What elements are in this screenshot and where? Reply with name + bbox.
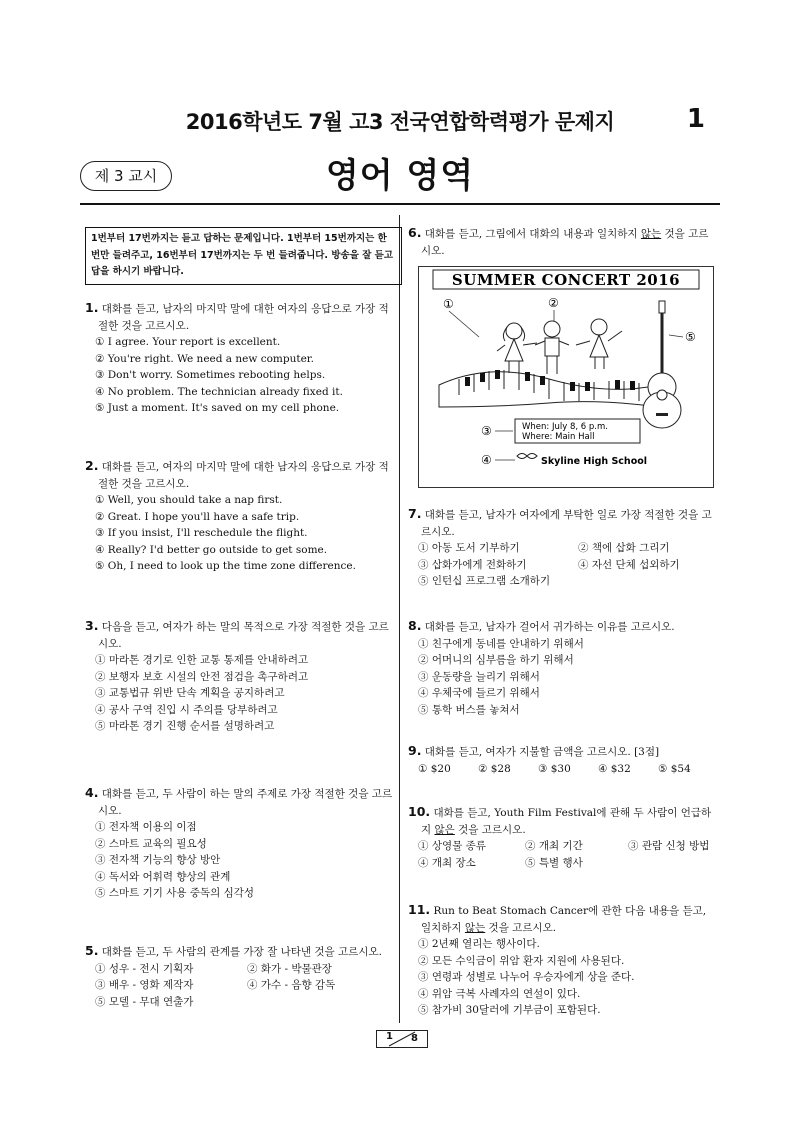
- option-4[interactable]: ④ 독서와 어휘력 향상의 관계: [95, 870, 231, 883]
- option-4[interactable]: ④ 우체국에 들르기 위해서: [418, 687, 540, 699]
- boy-center: [535, 321, 569, 374]
- question-number: 7.: [408, 506, 422, 521]
- question-stem-part-2: 것을 고르시오.: [421, 228, 709, 257]
- page-number: 1: [686, 104, 705, 134]
- option-2[interactable]: ② $28: [478, 762, 511, 775]
- concert-svg: [419, 267, 713, 487]
- question-9: [408, 743, 718, 777]
- option-2[interactable]: ② 보행자 보호 시설의 안전 점검을 촉구하려고: [95, 670, 309, 683]
- question-stem-underline: 않는: [464, 921, 486, 934]
- marker-1: ①: [443, 297, 454, 311]
- option-4[interactable]: ④ 공사 구역 진입 시 주의를 당부하려고: [95, 703, 278, 716]
- question-stem-part-2: 것을 고르시오.: [454, 823, 526, 836]
- school-name: Skyline High School: [541, 456, 648, 467]
- option-3[interactable]: ③ If you insist, I'll reschedule the flight.: [95, 527, 308, 539]
- column-divider: [399, 215, 400, 1023]
- concert-when: When: July 8, 6 p.m.: [522, 422, 608, 432]
- option-5[interactable]: ⑤ 참가비 30달러에 기부금이 포함된다.: [418, 1004, 601, 1016]
- option-3[interactable]: ③ Don't worry. Sometimes rebooting helps.: [95, 369, 326, 381]
- option-2[interactable]: ② 화가 - 박물관장: [247, 962, 332, 975]
- question-stem: 대화를 듣고, 여자가 지불할 금액을 고르시오. [3점]: [424, 746, 660, 758]
- option-5[interactable]: ⑤ 스마트 기기 사용 중독의 심각성: [95, 887, 255, 899]
- question-number: 6.: [408, 225, 422, 240]
- option-2[interactable]: ② 개최 기간: [525, 840, 583, 852]
- option-3[interactable]: ③ $30: [538, 762, 571, 775]
- school-logo-icon: [517, 454, 537, 459]
- girl-right: [576, 319, 622, 369]
- page-current: 1: [386, 1031, 393, 1042]
- question-stem-underline: 않은: [434, 823, 455, 836]
- option-5[interactable]: ⑤ 마라톤 경기 진행 순서를 설명하려고: [95, 720, 275, 732]
- question-number: 3.: [85, 618, 99, 633]
- question-stem: 대화를 듣고, 남자가 여자에게 부탁한 일로 가장 적절한 것을 고르시오.: [421, 509, 712, 538]
- question-number: 4.: [85, 785, 99, 800]
- question-number: 10.: [408, 804, 431, 819]
- question-stem: 대화를 듣고, 두 사람의 관계를 가장 잘 나타낸 것을 고르시오.: [101, 946, 382, 958]
- question-6: [408, 225, 718, 259]
- option-3[interactable]: ③ 연령과 성별로 나누어 우승자에게 상을 준다.: [418, 971, 635, 983]
- question-5: [85, 943, 393, 1010]
- option-2[interactable]: ② 스마트 교육의 필요성: [95, 837, 207, 850]
- option-4[interactable]: ④ No problem. The technician already fixed it.: [95, 385, 343, 398]
- question-10: [408, 804, 718, 871]
- page-slash-icon: [377, 1031, 427, 1047]
- option-2[interactable]: ② 책에 삽화 그리기: [578, 542, 670, 554]
- guitar: [643, 301, 681, 428]
- option-2[interactable]: ② 모든 수익금이 위암 환자 지원에 사용된다.: [418, 954, 625, 967]
- question-2: [85, 458, 393, 575]
- question-stem-part-1: 대화를 듣고, Youth Film Festival에 관해 두 사람이 언급하지: [421, 807, 712, 836]
- option-5[interactable]: ⑤ Just a moment. It's saved on my cell phone.: [95, 402, 340, 414]
- option-1[interactable]: ① 2년째 열리는 행사이다.: [418, 938, 540, 950]
- option-1[interactable]: ① 마라톤 경기로 인한 교통 통제를 안내하려고: [95, 654, 309, 666]
- option-1[interactable]: ① 상영물 종류: [418, 840, 486, 852]
- piano-keys: [439, 370, 659, 407]
- question-number: 1.: [85, 300, 99, 315]
- concert-illustration: [418, 266, 714, 488]
- option-1[interactable]: ① 성우 - 전시 기획자: [95, 962, 194, 975]
- option-4[interactable]: ④ Really? I'd better go outside to get some.: [95, 543, 328, 556]
- option-5[interactable]: ⑤ 통학 버스를 놓쳐서: [418, 703, 520, 716]
- listening-notice: 1번부터 17번까지는 듣고 답하는 문제입니다. 1번부터 15번까지는 한 번만 들려주고, 16번부터 17번까지는 두 번 들려줍니다. 방송을 잘 듣고 답을 하시기 바랍니다.: [85, 227, 402, 285]
- option-1[interactable]: ① 전자책 이용의 이점: [95, 821, 197, 833]
- option-2[interactable]: ② 어머니의 심부름을 하기 위해서: [418, 654, 574, 666]
- question-4: [85, 785, 393, 902]
- option-1[interactable]: ① I agree. Your report is excellent.: [95, 336, 281, 348]
- question-stem: 대화를 듣고, 두 사람이 하는 말의 주제로 가장 적절한 것을 고르시오.: [98, 788, 393, 817]
- page-indicator: [376, 1030, 428, 1048]
- marker-4: ④: [481, 453, 492, 467]
- question-3: [85, 618, 393, 735]
- header-rule: [80, 203, 720, 205]
- option-4[interactable]: ④ 개최 장소: [418, 856, 476, 869]
- question-number: 9.: [408, 743, 422, 758]
- option-1[interactable]: ① $20: [418, 762, 451, 775]
- girl-left: [497, 323, 537, 373]
- option-4[interactable]: ④ 자선 단체 섭외하기: [578, 558, 680, 571]
- marker-3: ③: [481, 424, 492, 438]
- question-stem-part-1: 대화를 듣고, 그림에서 대화의 내용과 일치하지: [424, 228, 641, 240]
- question-stem-part-1: Run to Beat Stomach Cancer에 관한 다음 내용을 듣고, 일치하지: [421, 905, 707, 934]
- question-number: 11.: [408, 902, 431, 917]
- period-badge: 제 3 교시: [80, 161, 172, 191]
- option-2[interactable]: ② You're right. We need a new computer.: [95, 352, 314, 365]
- question-number: 2.: [85, 458, 99, 473]
- page-total: 8: [411, 1033, 418, 1044]
- option-2[interactable]: ② Great. I hope you'll have a safe trip.: [95, 510, 300, 523]
- option-5[interactable]: ⑤ 모델 - 무대 연출가: [95, 995, 194, 1008]
- option-3[interactable]: ③ 운동량을 늘리기 위해서: [418, 670, 540, 683]
- exam-title: 2016학년도 7월 고3 전국연합학력평가 문제지: [185, 110, 615, 134]
- option-5[interactable]: ⑤ 특별 행사: [525, 856, 583, 869]
- question-number: 8.: [408, 618, 422, 633]
- banner-text: SUMMER CONCERT 2016: [451, 271, 681, 289]
- option-1[interactable]: ① 친구에게 동네를 안내하기 위해서: [418, 637, 584, 650]
- subject-title: 영어 영역: [325, 156, 475, 196]
- marker-2: ②: [548, 296, 559, 310]
- question-stem: 대화를 듣고, 여자의 마지막 말에 대한 남자의 응답으로 가장 적절한 것을 고르시오.: [98, 461, 389, 490]
- question-8: [408, 618, 718, 718]
- marker-5: ⑤: [685, 330, 696, 344]
- option-3[interactable]: ③ 삽화가에게 전화하기: [418, 558, 527, 571]
- option-5[interactable]: ⑤ Oh, I need to look up the time zone difference.: [95, 560, 356, 572]
- option-3[interactable]: ③ 교통법규 위반 단속 계획을 공지하려고: [95, 687, 285, 699]
- option-4[interactable]: ④ $32: [598, 762, 631, 775]
- question-number: 5.: [85, 943, 99, 958]
- question-stem-part-2: 것을 고르시오.: [485, 921, 557, 934]
- option-1[interactable]: ① Well, you should take a nap first.: [95, 494, 283, 506]
- option-4[interactable]: ④ 가수 - 음향 감독: [247, 979, 336, 991]
- option-4[interactable]: ④ 위암 극복 사례자의 연설이 있다.: [418, 987, 581, 1000]
- option-3[interactable]: ③ 배우 - 영화 제작자: [95, 979, 194, 991]
- option-5[interactable]: ⑤ $54: [658, 762, 691, 775]
- question-stem: 대화를 듣고, 남자가 걸어서 귀가하는 이유를 고르시오.: [424, 621, 675, 633]
- concert-where: Where: Main Hall: [522, 432, 595, 442]
- question-stem: 다음을 듣고, 여자가 하는 말의 목적으로 가장 적절한 것을 고르시오.: [98, 621, 389, 650]
- option-3[interactable]: ③ 관람 신청 방법: [628, 840, 710, 852]
- option-5[interactable]: ⑤ 인턴십 프로그램 소개하기: [418, 575, 551, 587]
- option-1[interactable]: ① 아동 도서 기부하기: [418, 542, 520, 554]
- question-11: [408, 902, 718, 1019]
- question-stem: 대화를 듣고, 남자의 마지막 말에 대한 여자의 응답으로 가장 적절한 것을 고르시오.: [98, 303, 389, 332]
- option-3[interactable]: ③ 전자책 기능의 향상 방안: [95, 854, 221, 866]
- question-1: [85, 300, 393, 417]
- question-stem-underline: 않는: [640, 228, 662, 240]
- question-7: [408, 506, 718, 590]
